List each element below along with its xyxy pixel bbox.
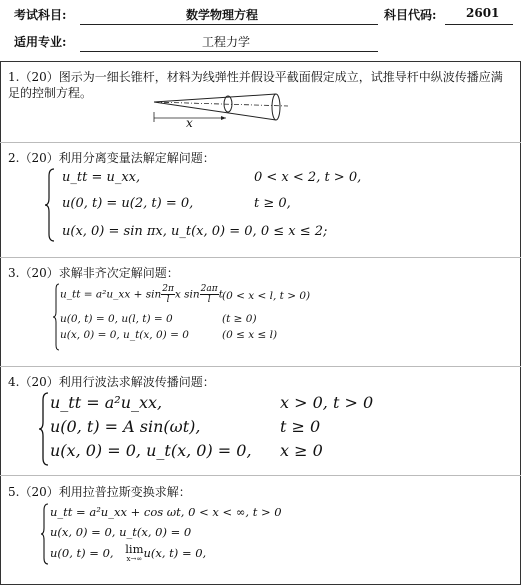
- q2-eq2: u(0, t) = u(2, t) = 0,: [62, 196, 194, 211]
- q4-separator: [0, 475, 521, 476]
- major-label: 适用专业:: [14, 35, 67, 49]
- q2-cond1: 0 < x < 2, t > 0,: [254, 170, 362, 185]
- q3-frac2-num: 2aπ: [200, 284, 218, 294]
- q5-brace: [40, 503, 50, 565]
- q5-eq3-part-b: u(x, t) = 0,: [143, 546, 207, 560]
- q2-separator: [0, 257, 521, 258]
- code-label: 科目代码:: [384, 8, 437, 22]
- q4-cond2: t ≥ 0: [280, 417, 321, 436]
- q4-brace: [38, 392, 50, 466]
- q2-eq3: u(x, 0) = sin πx, u_t(x, 0) = 0, 0 ≤ x ≤ 2;: [62, 224, 328, 239]
- q3-eq1: [60, 284, 223, 305]
- q5-eq2: u(x, 0) = 0, u_t(x, 0) = 0: [50, 525, 192, 539]
- q5-limit: [125, 544, 143, 564]
- q5-lim-word: lim: [125, 542, 144, 556]
- q3-cond2: (t ≥ 0): [222, 313, 257, 325]
- q2-brace: [44, 168, 56, 242]
- q3-eq2: u(0, t) = 0, u(l, t) = 0: [60, 313, 173, 325]
- figure-x-label: x: [186, 116, 193, 130]
- subject-value: 数学物理方程: [186, 8, 259, 22]
- q4-eq3: u(x, 0) = 0, u_t(x, 0) = 0,: [50, 441, 252, 460]
- q4-title: 4.（20）利用行波法求解波传播问题：: [8, 375, 215, 389]
- q5-eq3: [50, 544, 206, 564]
- q4-eq1: u_tt = a²u_xx,: [50, 393, 163, 412]
- q1-separator: [0, 142, 521, 143]
- q3-title: 3.（20）求解非齐次定解问题：: [8, 266, 179, 280]
- q4-cond1: x > 0, t > 0: [280, 393, 374, 412]
- q3-eq1-part-a: u_tt = a²u_xx + sin: [60, 288, 162, 301]
- subject-underline: [80, 24, 378, 25]
- q3-separator: [0, 366, 521, 367]
- q1-title-line2: 足的控制方程。: [8, 86, 93, 100]
- q3-cond1: (0 < x < l, t > 0): [222, 290, 311, 302]
- q3-frac1-num: 2π: [162, 284, 174, 294]
- q2-cond2: t ≥ 0,: [254, 196, 291, 211]
- q4-eq2: u(0, t) = A sin(ωt),: [50, 417, 201, 436]
- code-underline: [445, 24, 513, 25]
- major-underline: [80, 51, 378, 52]
- q3-frac1: [161, 284, 175, 305]
- q5-title: 5.（20）利用拉普拉斯变换求解：: [8, 485, 191, 499]
- q3-eq1-part-b: x sin: [174, 288, 200, 301]
- major-value: 工程力学: [202, 35, 251, 49]
- q2-title: 2.（20）利用分离变量法解定解问题：: [8, 151, 215, 165]
- code-value: 2601: [466, 6, 500, 20]
- q4-cond3: x ≥ 0: [280, 441, 323, 460]
- subject-label: 考试科目:: [14, 8, 67, 22]
- q3-frac1-den: l: [166, 295, 170, 305]
- q1-title-line1: 1.（20）图示为一细长锥杆，材料为线弹性并假设平截面假定成立，试推导杆中纵波传播应满: [8, 70, 503, 84]
- q2-eq1: u_tt = u_xx,: [62, 170, 141, 185]
- q3-frac2: [200, 284, 219, 305]
- q5-lim-sub: x→∞: [126, 555, 143, 563]
- q3-frac2-den: l: [207, 295, 211, 305]
- q3-brace: [52, 283, 60, 351]
- q5-eq1: u_tt = a²u_xx + cos ωt, 0 < x < ∞, t > 0: [50, 505, 282, 519]
- q3-cond3: (0 ≤ x ≤ l): [222, 329, 278, 341]
- q3-eq3: u(x, 0) = 0, u_t(x, 0) = 0: [60, 329, 189, 341]
- tapered-rod-figure: [150, 92, 290, 138]
- q3-eq1-part-c: t: [218, 288, 223, 301]
- q5-eq3-part-a: u(0, t) = 0,: [50, 546, 114, 560]
